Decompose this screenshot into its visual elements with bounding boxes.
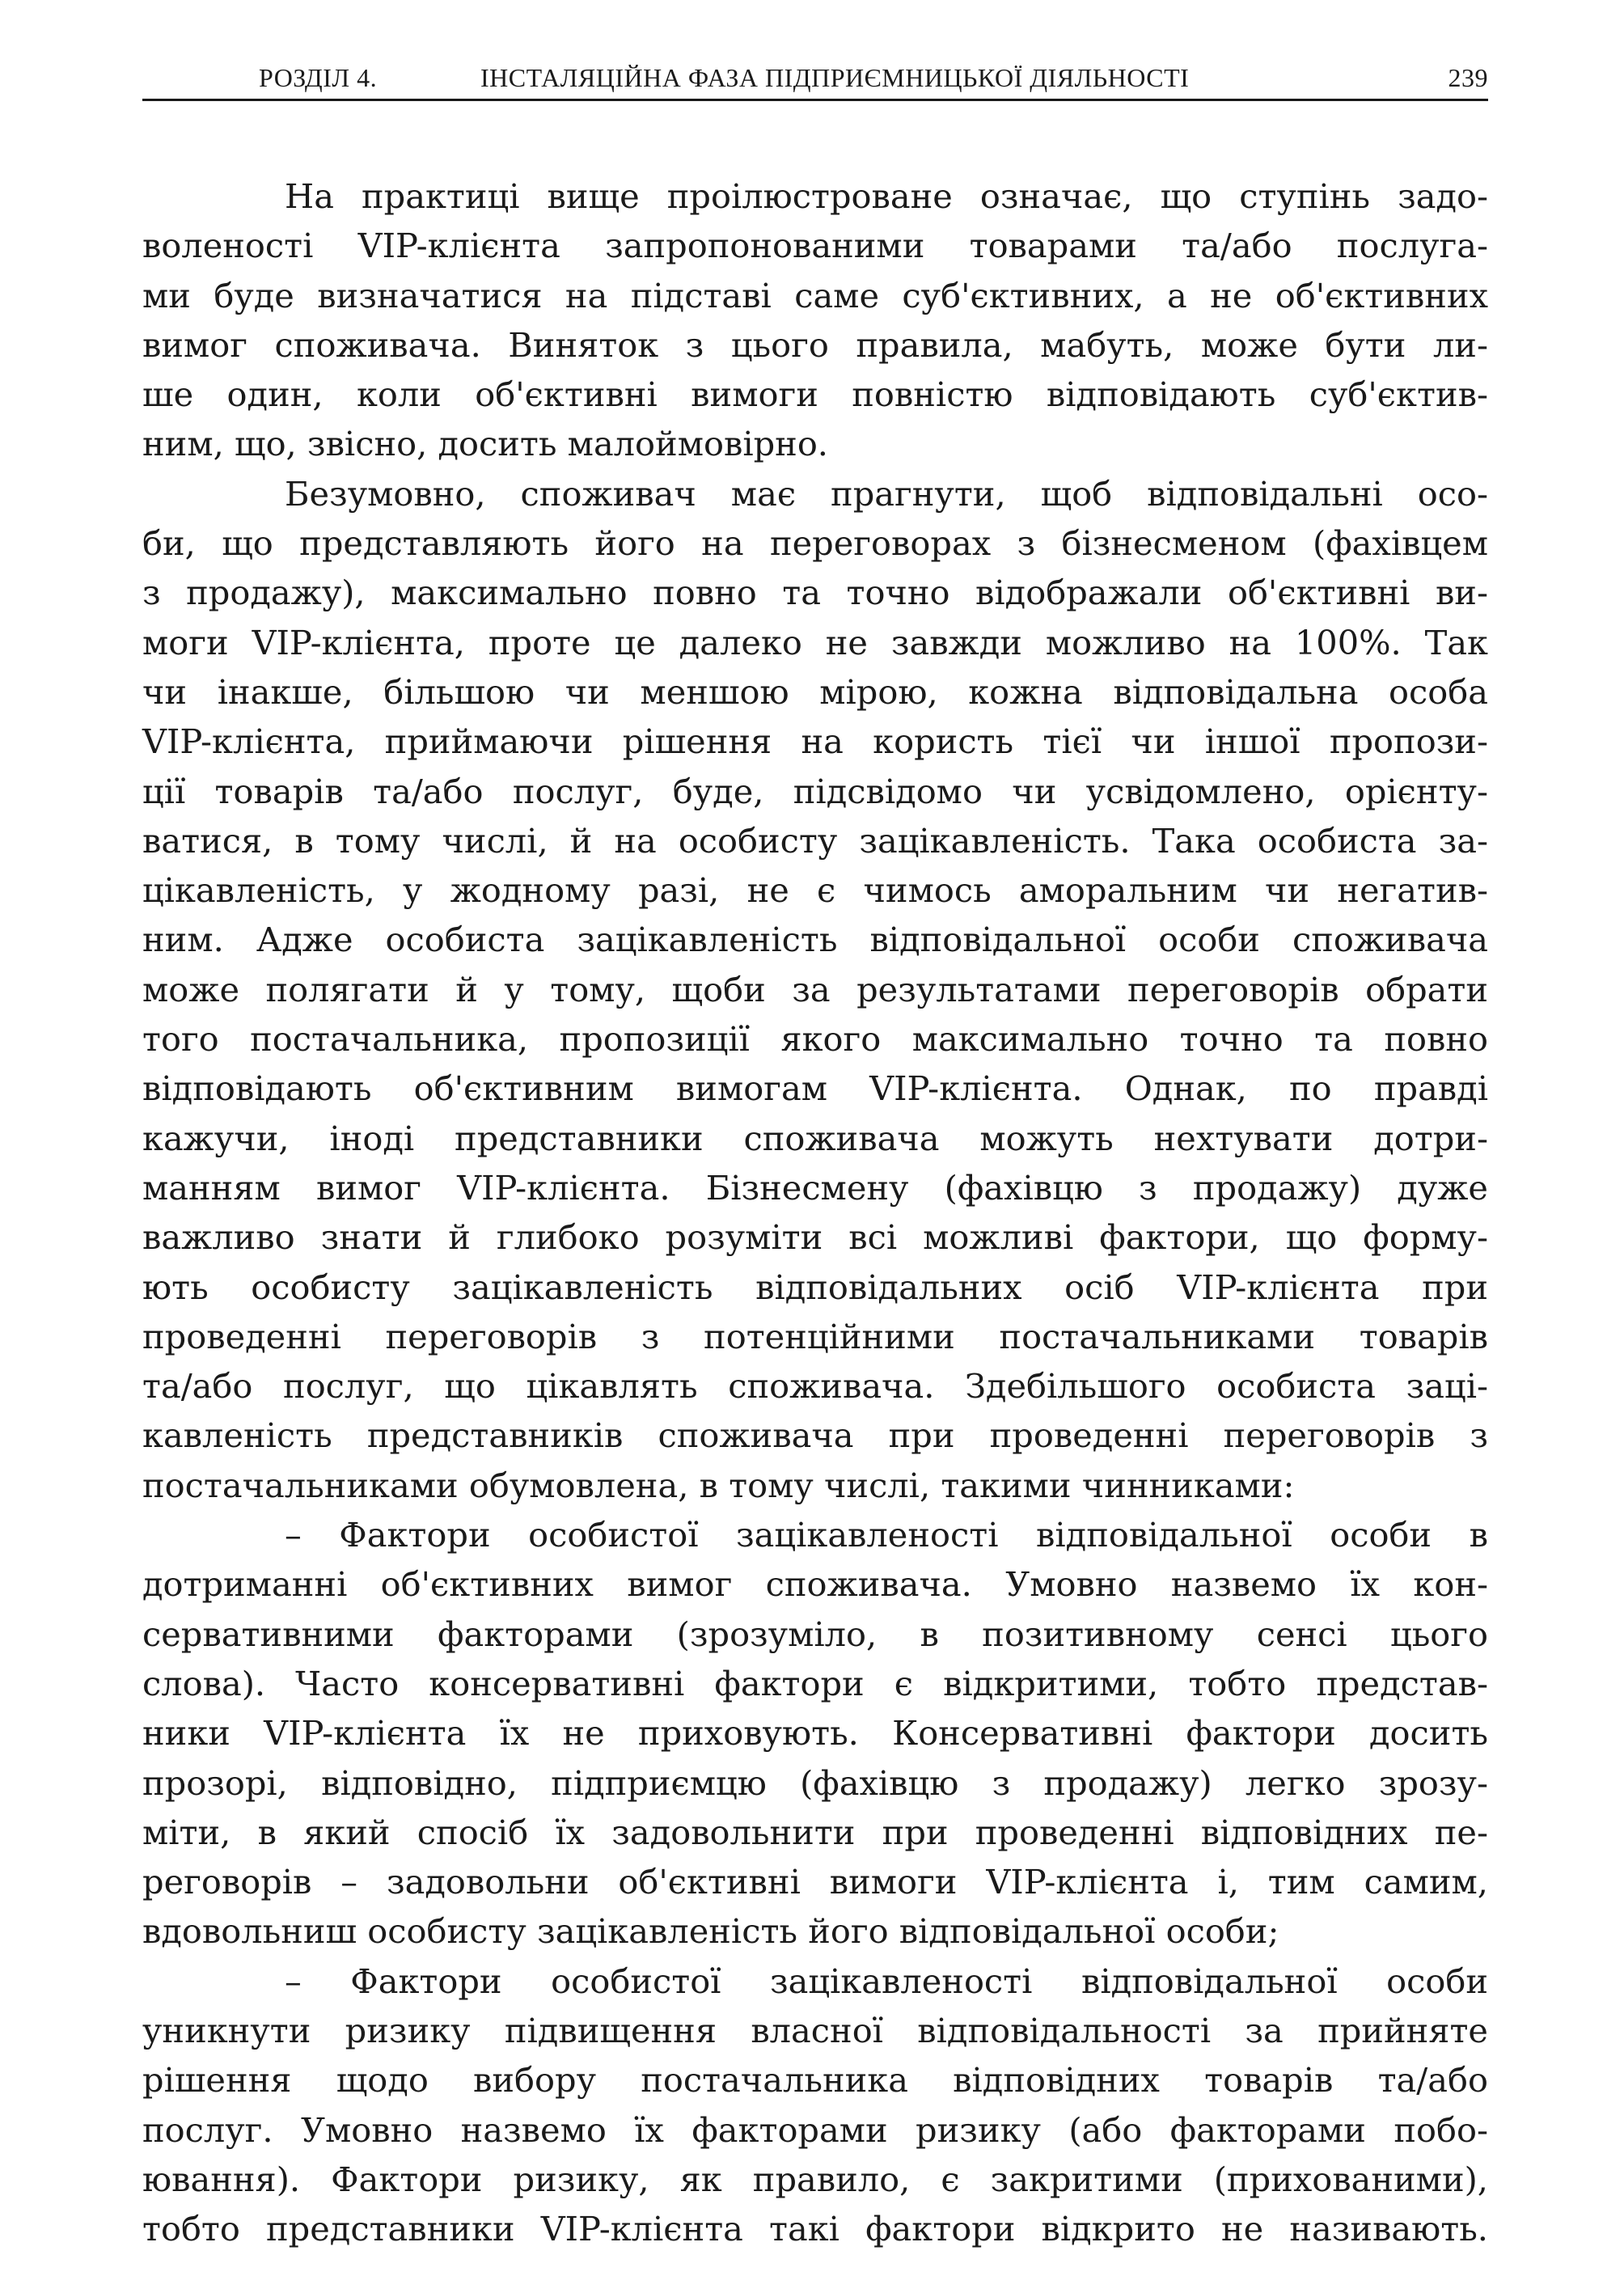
text-line: ють особисту зацікавленість відповідальних осіб VIP-клієнта при [142, 1267, 1488, 1307]
text-line: ним, що, звісно, досить малоймовірно. [142, 424, 828, 464]
text-line: проведенні переговорів з потенційними постачальниками товарів [142, 1316, 1488, 1356]
text-line: ники VIP-клієнта їх не приховують. Консервативні фактори досить [142, 1713, 1488, 1754]
text-line: ше один, коли об'єктивні вимоги повністю відповідають суб'єктив- [142, 374, 1488, 415]
text-line: важливо знати й глибоко розуміти всі можливі фактори, що форму- [142, 1217, 1488, 1258]
text-line: реговорів – задовольни об'єктивні вимоги VIP-клієнта і, тим самим, [142, 1862, 1488, 1902]
text-line: На практиці вище проілюстроване означає, що ступінь задо- [285, 176, 1488, 216]
text-line: – Фактори особистої зацікавленості відповідальної особи в [285, 1515, 1488, 1555]
text-line: VIP-клієнта, приймаючи рішення на користь тієї чи іншої пропози- [142, 721, 1488, 762]
text-line: уникнути ризику підвищення власної відповідальності за прийняте [142, 2010, 1488, 2050]
text-line: вимог споживача. Виняток з цього правила, мабуть, може бути ли- [142, 324, 1488, 365]
text-line: – Фактори особистої зацікавленості відповідальної особи [285, 1961, 1488, 2001]
chapter-title: ІНСТАЛЯЦІЙНА ФАЗА ПІДПРИЄМНИЦЬКОЇ ДІЯЛЬНОСТІ [480, 63, 1190, 92]
text-line: дотриманні об'єктивних вимог споживача. Умовно назвемо їх кон- [142, 1564, 1488, 1605]
text-line: прозорі, відповідно, підприємцю (фахівцю з продажу) легко зрозу- [142, 1762, 1488, 1803]
text-line: рішення щодо вибору постачальника відповідних товарів та/або [142, 2060, 1488, 2101]
page-number: 239 [1448, 63, 1488, 92]
text-line: постачальниками обумовлена, в тому числі, такими чинниками: [142, 1465, 1295, 1505]
body-text [142, 171, 1488, 2253]
text-line: послуг. Умовно назвемо їх факторами ризику (або факторами побо- [142, 2109, 1488, 2150]
text-line: моги VIP-клієнта, проте це далеко не завжди можливо на 100%. Так [142, 622, 1488, 662]
text-line: кавленість представників споживача при проведенні переговорів з [142, 1415, 1488, 1456]
text-line: тобто представники VIP-клієнта такі фактори відкрито не називають. [142, 2209, 1488, 2249]
text-line: та/або послуг, що цікавлять споживача. Здебільшого особиста заці- [142, 1366, 1488, 1407]
text-line: відповідають об'єктивним вимогам VIP-клієнта. Однак, по правді [142, 1068, 1488, 1109]
text-line: чи інакше, більшою чи меншою мірою, кожна відповідальна особа [142, 671, 1488, 712]
text-line: з продажу), максимально повно та точно відображали об'єктивні ви- [142, 573, 1488, 613]
running-header [142, 57, 1488, 101]
text-line: кажучи, іноді представники споживача можуть нехтувати дотри- [142, 1118, 1488, 1158]
text-line: ватися, в тому числі, й на особисту зацікавленість. Така особиста за- [142, 820, 1488, 861]
text-line: ції товарів та/або послуг, буде, підсвідомо чи усвідомлено, орієнту- [142, 771, 1488, 811]
text-line: вдовольниш особисту зацікавленість його відповідальної особи; [142, 1911, 1279, 1952]
text-line: того постачальника, пропозиції якого максимально точно та повно [142, 1019, 1488, 1060]
text-line: ми буде визначатися на підставі саме суб'єктивних, а не об'єктивних [142, 275, 1488, 315]
text-line: ювання). Фактори ризику, як правило, є закритими (прихованими), [142, 2159, 1488, 2199]
text-line: ним. Адже особиста зацікавленість відповідальної особи споживача [142, 920, 1488, 960]
text-line: міти, в який спосіб їх задовольнити при проведенні відповідних пе- [142, 1812, 1488, 1852]
text-line: Безумовно, споживач має прагнути, щоб відповідальні осо- [285, 473, 1488, 514]
text-line: цікавленість, у жодному разі, не є чимось аморальним чи негатив- [142, 870, 1488, 911]
text-line: сервативними факторами (зрозуміло, в позитивному сенсі цього [142, 1614, 1488, 1654]
text-line: воленості VIP-клієнта запропонованими товарами та/або послуга- [142, 226, 1488, 266]
text-line: манням вимог VIP-клієнта. Бізнесмену (фахівцю з продажу) дуже [142, 1167, 1488, 1208]
chapter-label: РОЗДІЛ 4. [259, 63, 378, 92]
text-line: би, що представляють його на переговорах з бізнесменом (фахівцем [142, 523, 1488, 564]
text-line: слова). Часто консервативні фактори є відкритими, тобто представ- [142, 1663, 1488, 1703]
text-line: може полягати й у тому, щоби за результатами переговорів обрати [142, 969, 1488, 1009]
